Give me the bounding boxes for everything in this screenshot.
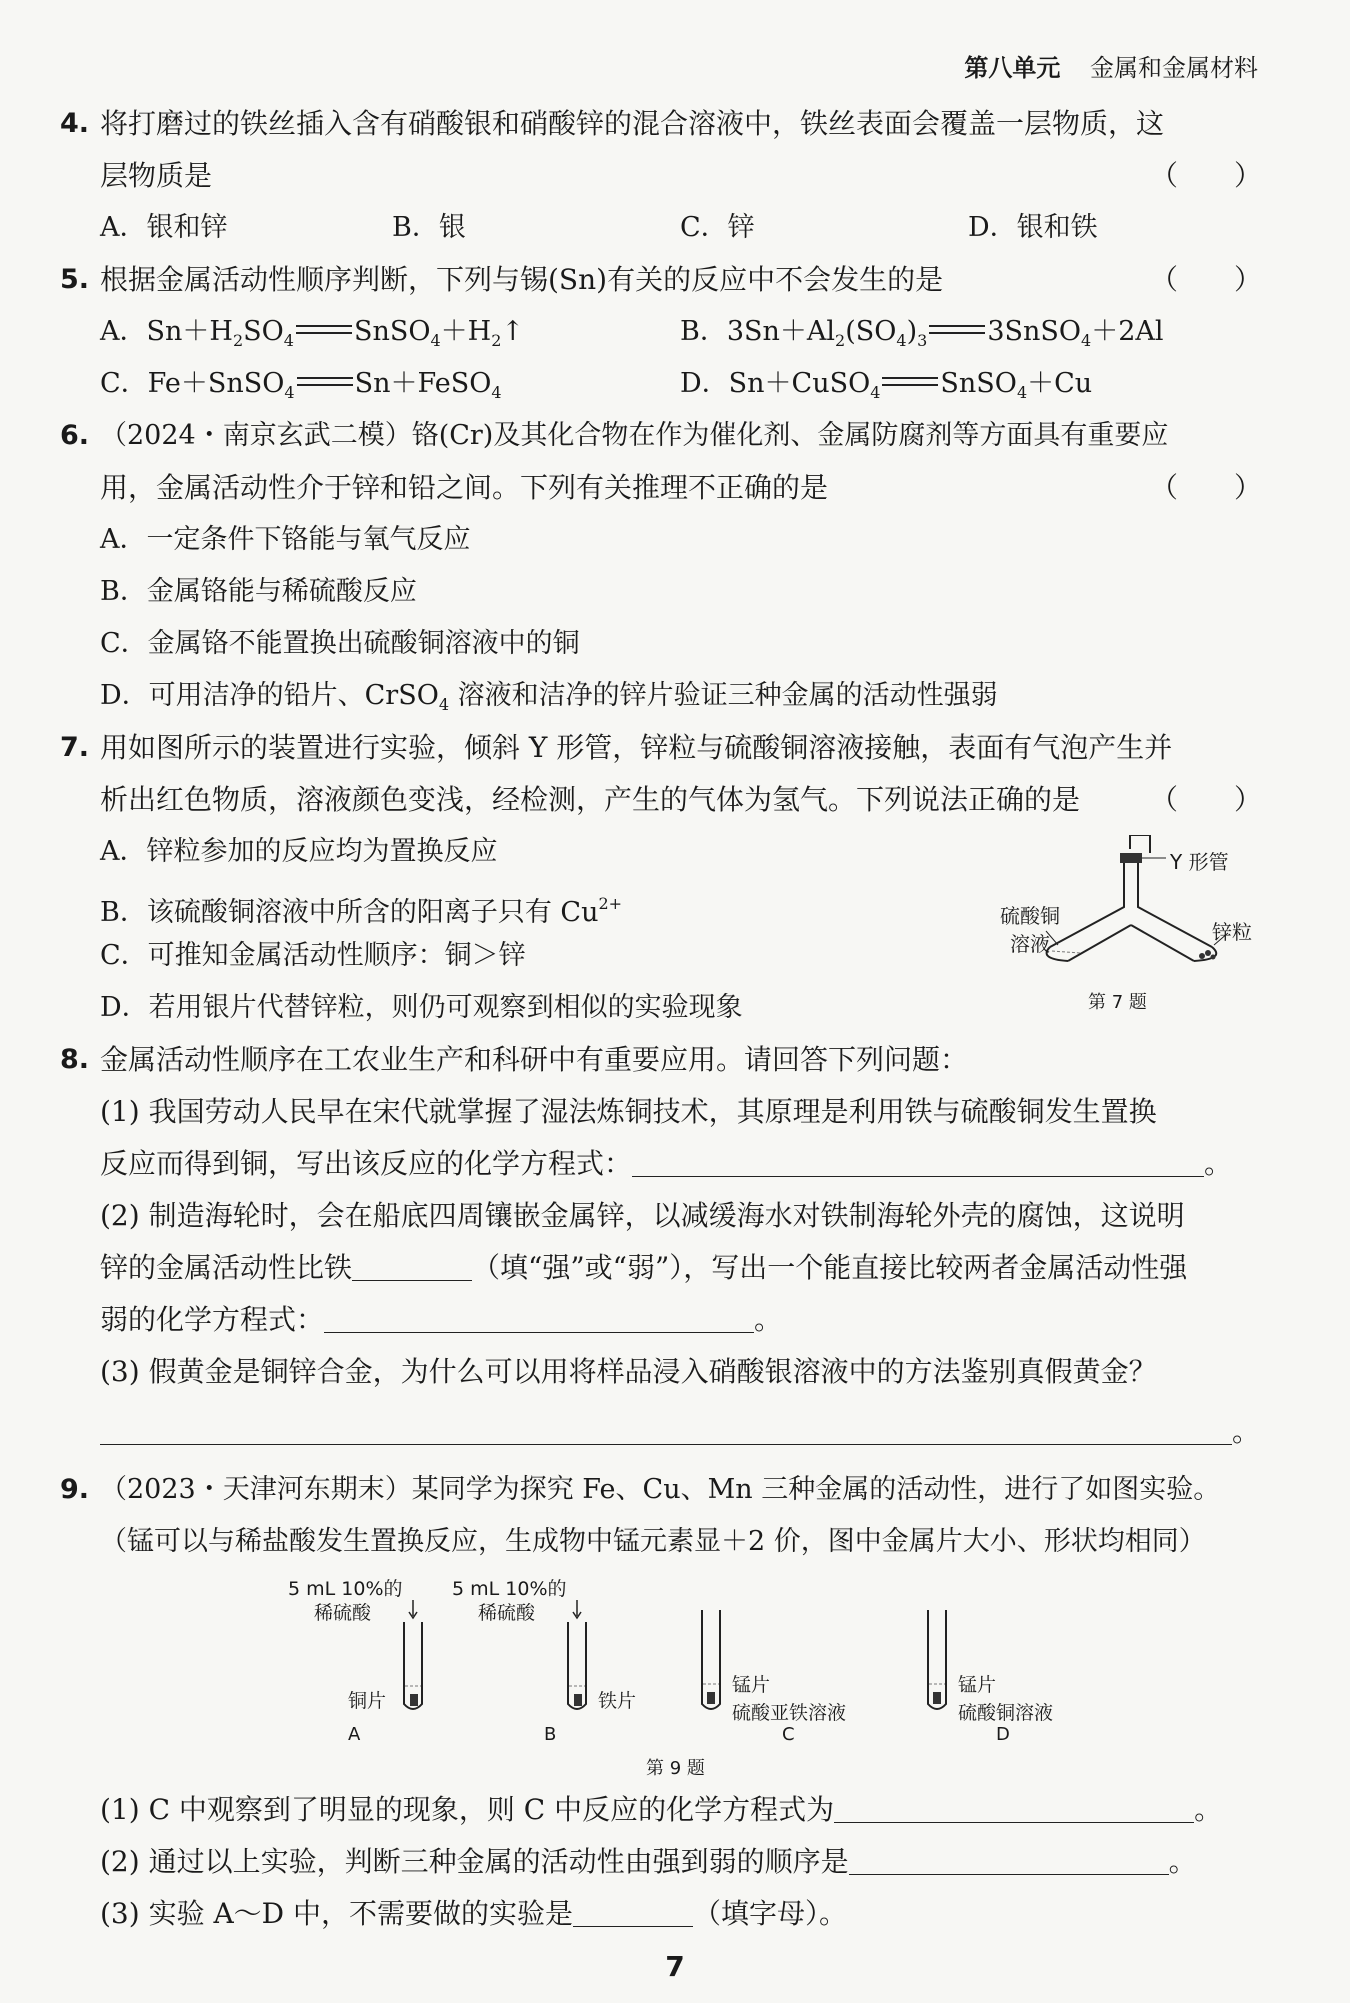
q9-number: 9.	[60, 1474, 90, 1505]
q4-option-c: C．锌	[680, 212, 755, 243]
q5-option-d: D．Sn＋CuSO$_4$ SnSO$_4$＋Cu	[680, 368, 1093, 402]
answer-blank[interactable]	[100, 1416, 1232, 1445]
q4-option-b: B．银	[392, 212, 466, 243]
q5-option-b: B．$3Sn+Al_2(SO_4)_3$ 3SnSO$_4$＋2Al	[680, 316, 1164, 350]
q8-part2-line2: 锌的金属活动性比铁 （填“强”或“弱”），写出一个能直接比较两者金属活动性强	[100, 1251, 1188, 1284]
q5-text: 根据金属活动性顺序判断，下列与锡(Sn)有关的反应中不会发生的是	[100, 263, 944, 296]
q6-text-line1: （2024・南京玄武二模）铬(Cr)及其化合物在作为催化剂、金属防腐剂等方面具有重要应	[100, 420, 1169, 451]
q7-number: 7.	[60, 732, 90, 763]
y-tube-label: Y 形管	[1170, 850, 1229, 874]
q4-text-line1: 将打磨过的铁丝插入含有硝酸银和硝酸锌的混合溶液中，铁丝表面会覆盖一层物质，这	[100, 107, 1165, 140]
q8-part1-line1: (1) 我国劳动人民早在宋代就掌握了湿法炼铜技术，其原理是利用铁与硫酸铜发生置换	[100, 1095, 1157, 1128]
q4-text-line2: 层物质是	[100, 159, 213, 192]
acid-label-a-1: 5 mL 10%的	[288, 1578, 403, 1600]
gas-arrow-icon: ↑	[501, 316, 525, 347]
equals-sign	[297, 377, 353, 386]
unit-title: 第八单元	[964, 54, 1061, 82]
q9-sub1: (1) C 中观察到了明显的现象，则 C 中反应的化学方程式为 。	[100, 1793, 1223, 1826]
acid-label-a-2: 稀硫酸	[314, 1602, 372, 1624]
acid-label-b-2: 稀硫酸	[478, 1602, 536, 1624]
q9-sub2: (2) 通过以上实验，判断三种金属的活动性由强到弱的顺序是 。	[100, 1845, 1197, 1878]
q5-option-c: C．Fe＋SnSO$_4$ Sn＋FeSO$_4$	[100, 368, 502, 402]
q8-part3-answer: 。	[100, 1412, 1250, 1452]
tube-label-d: D	[996, 1724, 1010, 1745]
acid-label-b-1: 5 mL 10%的	[452, 1578, 567, 1600]
manganese-plate-label-c: 锰片	[732, 1674, 771, 1696]
q6-option-b: B．金属铬能与稀硫酸反应	[100, 576, 417, 607]
q5-answer-paren: （ ）	[1149, 263, 1262, 296]
q7-option-b: B．该硫酸铜溶液中所含的阳离子只有 $Cu^{2+}$	[100, 894, 623, 928]
q4-answer-paren: （ ）	[1149, 159, 1262, 192]
q9-text-line1: （2023・天津河东期末）某同学为探究 Fe、Cu、Mn 三种金属的活动性，进行了如图实验。	[100, 1474, 1221, 1505]
answer-blank[interactable]	[324, 1304, 754, 1333]
answer-blank[interactable]	[573, 1898, 693, 1927]
topic-title: 金属和金属材料	[1090, 54, 1258, 82]
answer-blank[interactable]	[632, 1148, 1204, 1177]
q4-number: 4.	[60, 108, 90, 139]
q7-text-line1: 用如图所示的装置进行实验，倾斜 Y 形管，锌粒与硫酸铜溶液接触，表面有气泡产生并	[100, 731, 1173, 764]
equals-sign	[882, 377, 938, 386]
q8-part3-line1: (3) 假黄金是铜锌合金，为什么可以用将样品浸入硝酸银溶液中的方法鉴别真假黄金？	[100, 1355, 1157, 1388]
copper-sulfate-label: 硫酸铜溶液	[958, 1702, 1054, 1724]
q7-text-line2: 析出红色物质，溶液颜色变浅，经检测，产生的气体为氢气。下列说法正确的是	[100, 783, 1081, 816]
figure9-caption: 第 9 题	[646, 1758, 705, 1779]
q4-option-a: A．银和锌	[100, 212, 228, 243]
q8-part1-line2: 反应而得到铜，写出该反应的化学方程式： 。	[100, 1147, 1233, 1180]
q7-option-a: A．锌粒参加的反应均为置换反应	[100, 836, 498, 867]
manganese-plate-label-d: 锰片	[958, 1674, 997, 1696]
q8-part2-line3: 弱的化学方程式： 。	[100, 1303, 783, 1336]
q7-answer-paren: （ ）	[1149, 783, 1262, 816]
stopper-icon	[1120, 853, 1142, 863]
q8-number: 8.	[60, 1044, 90, 1075]
copper-plate-label: 铜片	[348, 1690, 387, 1712]
copper-sulfate-label-2: 溶液	[1010, 932, 1050, 956]
page-header	[964, 48, 1258, 83]
equals-sign	[296, 325, 352, 334]
q6-answer-paren: （ ）	[1149, 471, 1262, 504]
q5-option-a: A．$Sn+H_2SO_4$ $SnSO_4+H_2↑$	[100, 316, 525, 350]
answer-blank[interactable]	[352, 1252, 472, 1281]
q8-intro: 金属活动性顺序在工农业生产和科研中有重要应用。请回答下列问题：	[100, 1043, 969, 1076]
q7-option-d: D．若用银片代替锌粒，则仍可观察到相似的实验现象	[100, 992, 743, 1023]
q6-text-line2: 用，金属活动性介于锌和铅之间。下列有关推理不正确的是	[100, 471, 829, 504]
q6-option-c: C．金属铬不能置换出硫酸铜溶液中的铜	[100, 628, 580, 659]
q6-number: 6.	[60, 420, 90, 451]
answer-blank[interactable]	[834, 1794, 1194, 1823]
tube-label-a: A	[348, 1724, 361, 1745]
ferrous-sulfate-label: 硫酸亚铁溶液	[732, 1702, 847, 1724]
q6-option-d: D．可用洁净的铅片、CrSO$_4$ 溶液和洁净的锌片验证三种金属的活动性强弱	[100, 680, 998, 714]
q4-option-d: D．银和铁	[968, 212, 1098, 243]
q9-sub3: (3) 实验 A～D 中，不需要做的实验是 （填字母）。	[100, 1897, 848, 1930]
q6-option-a: A．一定条件下铬能与氧气反应	[100, 524, 471, 555]
copper-sulfate-label-1: 硫酸铜	[1000, 904, 1060, 928]
tube-label-b: B	[544, 1724, 557, 1745]
tube-label-c: C	[782, 1724, 795, 1745]
equals-sign	[929, 325, 985, 334]
q5-number: 5.	[60, 264, 90, 295]
q9-text-line2: （锰可以与稀盐酸发生置换反应，生成物中锰元素显＋2 价，图中金属片大小、形状均相同）	[100, 1526, 1206, 1557]
q7-option-c: C．可推知金属活动性顺序：铜＞锌	[100, 940, 526, 971]
q8-part2-line1: (2) 制造海轮时，会在船底四周镶嵌金属锌，以减缓海水对铁制海轮外壳的腐蚀，这说明	[100, 1199, 1185, 1232]
page-number: 7	[665, 1950, 685, 1983]
zinc-granule-label: 锌粒	[1212, 920, 1252, 944]
answer-blank[interactable]	[849, 1846, 1169, 1875]
figure7-caption: 第 7 题	[1088, 992, 1147, 1013]
iron-plate-label: 铁片	[598, 1690, 637, 1712]
